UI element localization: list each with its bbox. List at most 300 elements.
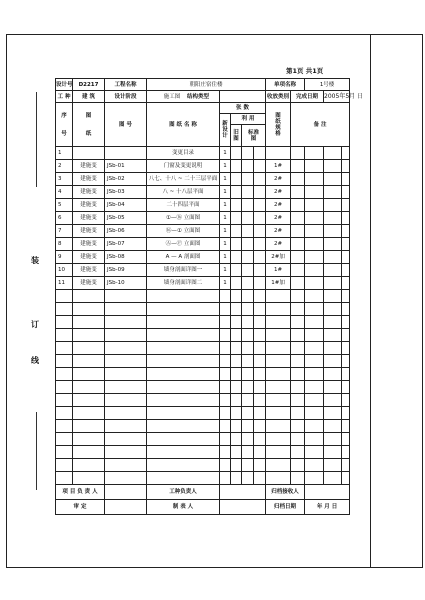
row-seq: 9 bbox=[56, 251, 73, 264]
page-info: 第1页 共1页 bbox=[286, 67, 324, 75]
row-drawing-name bbox=[147, 394, 220, 407]
row-seq bbox=[56, 433, 73, 446]
row-type: 建施变 bbox=[73, 251, 105, 264]
row-size bbox=[266, 329, 291, 342]
row-remark-2 bbox=[305, 147, 324, 160]
row-remark-4 bbox=[342, 420, 350, 433]
row-seq bbox=[56, 316, 73, 329]
row-std-count bbox=[242, 433, 254, 446]
row-seq: 6 bbox=[56, 212, 73, 225]
row-new-count bbox=[220, 407, 231, 420]
row-old-count bbox=[231, 316, 242, 329]
row-std-count-2 bbox=[254, 368, 266, 381]
row-drawing-no bbox=[105, 472, 147, 485]
row-std-count bbox=[242, 251, 254, 264]
row-std-count bbox=[242, 329, 254, 342]
row-std-count bbox=[242, 368, 254, 381]
row-drawing-name bbox=[147, 472, 220, 485]
row-size bbox=[266, 459, 291, 472]
row-remark-3 bbox=[324, 407, 342, 420]
row-remark-4 bbox=[342, 355, 350, 368]
row-remark bbox=[291, 160, 305, 173]
row-std-count-2 bbox=[254, 420, 266, 433]
row-std-count bbox=[242, 472, 254, 485]
row-type: 建施变 bbox=[73, 277, 105, 290]
row-old-count bbox=[231, 264, 242, 277]
row-std-count bbox=[242, 446, 254, 459]
table-row bbox=[56, 160, 350, 173]
row-drawing-name: Ⓐ—Ⓕ 立面图 bbox=[147, 238, 220, 251]
row-size bbox=[266, 394, 291, 407]
row-std-count bbox=[242, 212, 254, 225]
review-value bbox=[105, 500, 147, 515]
row-remark bbox=[291, 264, 305, 277]
row-remark-4 bbox=[342, 264, 350, 277]
row-remark bbox=[291, 277, 305, 290]
row-std-count-2 bbox=[254, 433, 266, 446]
row-drawing-no: JSb-08 bbox=[105, 251, 147, 264]
row-remark bbox=[291, 225, 305, 238]
row-std-count bbox=[242, 316, 254, 329]
binding-char-zhuang: 装 bbox=[31, 256, 39, 265]
row-drawing-name: ①—⑯ 立面图 bbox=[147, 212, 220, 225]
row-size: 1# bbox=[266, 264, 291, 277]
row-drawing-no: JSb-01 bbox=[105, 160, 147, 173]
row-std-count-2 bbox=[254, 342, 266, 355]
discipline-lead-value bbox=[220, 485, 266, 500]
col-size: 图 纸 规 格 bbox=[266, 103, 291, 147]
row-size: 1# bbox=[266, 160, 291, 173]
drawing-catalog-table bbox=[55, 78, 364, 515]
row-seq bbox=[56, 342, 73, 355]
row-remark bbox=[291, 342, 305, 355]
row-old-count bbox=[231, 251, 242, 264]
row-drawing-no bbox=[105, 420, 147, 433]
row-remark-2 bbox=[305, 342, 324, 355]
col-old-drawing: 旧 图 bbox=[231, 125, 242, 147]
row-remark bbox=[291, 355, 305, 368]
row-remark bbox=[291, 316, 305, 329]
table-row bbox=[56, 251, 350, 264]
row-seq bbox=[56, 290, 73, 303]
row-drawing-no bbox=[105, 303, 147, 316]
archive-receiver-label: 归档接收人 bbox=[266, 485, 305, 500]
col-standard-drawing: 标准 图 bbox=[242, 125, 266, 147]
row-std-count-2 bbox=[254, 472, 266, 485]
row-remark-4 bbox=[342, 472, 350, 485]
row-old-count bbox=[231, 355, 242, 368]
row-drawing-no: JSb-10 bbox=[105, 277, 147, 290]
row-old-count bbox=[231, 342, 242, 355]
row-drawing-name: 墙身剖面详图二 bbox=[147, 277, 220, 290]
table-row bbox=[56, 277, 350, 290]
row-seq: 4 bbox=[56, 186, 73, 199]
row-remark bbox=[291, 251, 305, 264]
row-old-count bbox=[231, 381, 242, 394]
row-remark-2 bbox=[305, 225, 324, 238]
empty-table-row bbox=[56, 316, 350, 329]
row-remark-4 bbox=[342, 459, 350, 472]
row-drawing-name bbox=[147, 420, 220, 433]
row-remark-4 bbox=[342, 238, 350, 251]
row-std-count-2 bbox=[254, 407, 266, 420]
header-row-1 bbox=[56, 79, 350, 91]
row-std-count bbox=[242, 420, 254, 433]
row-new-count: 1 bbox=[220, 199, 231, 212]
row-new-count bbox=[220, 316, 231, 329]
row-remark-3 bbox=[324, 459, 342, 472]
row-seq: 10 bbox=[56, 264, 73, 277]
row-remark-3 bbox=[324, 355, 342, 368]
row-drawing-no: JSb-05 bbox=[105, 212, 147, 225]
row-remark-3 bbox=[324, 264, 342, 277]
tabulator-label: 制 表 人 bbox=[147, 500, 220, 515]
row-std-count bbox=[242, 407, 254, 420]
row-new-count: 1 bbox=[220, 160, 231, 173]
empty-table-row bbox=[56, 459, 350, 472]
row-std-count bbox=[242, 459, 254, 472]
row-type: 建施变 bbox=[73, 238, 105, 251]
row-new-count: 1 bbox=[220, 186, 231, 199]
row-old-count bbox=[231, 290, 242, 303]
row-remark bbox=[291, 147, 305, 160]
row-remark-4 bbox=[342, 342, 350, 355]
row-size: 2# bbox=[266, 173, 291, 186]
row-drawing-no: JSb-02 bbox=[105, 173, 147, 186]
row-drawing-name bbox=[147, 459, 220, 472]
row-std-count-2 bbox=[254, 160, 266, 173]
row-size bbox=[266, 381, 291, 394]
row-std-count-2 bbox=[254, 225, 266, 238]
row-drawing-name bbox=[147, 290, 220, 303]
row-remark-3 bbox=[324, 472, 342, 485]
row-remark-3 bbox=[324, 251, 342, 264]
row-size: 1#加 bbox=[266, 277, 291, 290]
row-remark-2 bbox=[305, 329, 324, 342]
row-std-count bbox=[242, 394, 254, 407]
empty-table-row bbox=[56, 329, 350, 342]
row-remark bbox=[291, 381, 305, 394]
empty-table-row bbox=[56, 368, 350, 381]
table-row bbox=[56, 186, 350, 199]
row-remark-4 bbox=[342, 303, 350, 316]
row-seq: 8 bbox=[56, 238, 73, 251]
row-old-count bbox=[231, 277, 242, 290]
design-no: D2217 bbox=[73, 79, 105, 91]
row-remark-2 bbox=[305, 368, 324, 381]
row-remark-4 bbox=[342, 251, 350, 264]
row-remark-3 bbox=[324, 199, 342, 212]
row-std-count bbox=[242, 225, 254, 238]
table-row bbox=[56, 212, 350, 225]
row-size: 2# bbox=[266, 238, 291, 251]
row-drawing-no bbox=[105, 329, 147, 342]
row-size bbox=[266, 342, 291, 355]
empty-table-row bbox=[56, 303, 350, 316]
row-drawing-no: JSb-07 bbox=[105, 238, 147, 251]
row-remark bbox=[291, 290, 305, 303]
row-std-count-2 bbox=[254, 316, 266, 329]
row-old-count bbox=[231, 446, 242, 459]
row-seq bbox=[56, 355, 73, 368]
row-remark-2 bbox=[305, 446, 324, 459]
row-drawing-no bbox=[105, 446, 147, 459]
discipline: 建 筑 bbox=[73, 91, 105, 103]
row-remark-2 bbox=[305, 251, 324, 264]
row-drawing-no bbox=[105, 342, 147, 355]
row-std-count bbox=[242, 277, 254, 290]
row-drawing-no bbox=[105, 459, 147, 472]
row-std-count-2 bbox=[254, 173, 266, 186]
row-remark-2 bbox=[305, 199, 324, 212]
row-drawing-name bbox=[147, 303, 220, 316]
row-remark bbox=[291, 459, 305, 472]
row-remark bbox=[291, 238, 305, 251]
binding-char-xian: 线 bbox=[31, 356, 39, 365]
row-std-count-2 bbox=[254, 381, 266, 394]
col-remark: 备 注 bbox=[291, 103, 350, 147]
row-type: 建施变 bbox=[73, 225, 105, 238]
row-remark-4 bbox=[342, 446, 350, 459]
row-remark-3 bbox=[324, 368, 342, 381]
row-size bbox=[266, 407, 291, 420]
row-type bbox=[73, 433, 105, 446]
row-remark-2 bbox=[305, 394, 324, 407]
row-drawing-no bbox=[105, 290, 147, 303]
row-std-count bbox=[242, 160, 254, 173]
row-seq bbox=[56, 303, 73, 316]
row-seq: 5 bbox=[56, 199, 73, 212]
structure-value bbox=[220, 91, 266, 103]
row-remark-2 bbox=[305, 472, 324, 485]
row-seq bbox=[56, 420, 73, 433]
row-remark-3 bbox=[324, 277, 342, 290]
row-size: 2# bbox=[266, 186, 291, 199]
row-seq bbox=[56, 472, 73, 485]
row-drawing-no bbox=[105, 368, 147, 381]
row-remark-4 bbox=[342, 394, 350, 407]
row-old-count bbox=[231, 238, 242, 251]
row-new-count: 1 bbox=[220, 238, 231, 251]
row-remark-3 bbox=[324, 394, 342, 407]
row-std-count-2 bbox=[254, 394, 266, 407]
row-remark bbox=[291, 212, 305, 225]
row-size bbox=[266, 433, 291, 446]
row-type bbox=[73, 342, 105, 355]
empty-table-row bbox=[56, 355, 350, 368]
row-seq bbox=[56, 368, 73, 381]
row-old-count bbox=[231, 173, 242, 186]
row-drawing-no bbox=[105, 147, 147, 160]
row-type bbox=[73, 420, 105, 433]
row-drawing-no bbox=[105, 407, 147, 420]
table-row bbox=[56, 173, 350, 186]
row-new-count bbox=[220, 472, 231, 485]
empty-table-row bbox=[56, 342, 350, 355]
table-row bbox=[56, 147, 350, 160]
row-remark-3 bbox=[324, 433, 342, 446]
row-size: 2# bbox=[266, 199, 291, 212]
row-seq: 2 bbox=[56, 160, 73, 173]
row-drawing-no bbox=[105, 381, 147, 394]
row-remark-2 bbox=[305, 212, 324, 225]
row-new-count bbox=[220, 303, 231, 316]
row-remark-4 bbox=[342, 316, 350, 329]
row-remark-4 bbox=[342, 173, 350, 186]
row-remark-2 bbox=[305, 407, 324, 420]
row-remark bbox=[291, 303, 305, 316]
row-seq: 7 bbox=[56, 225, 73, 238]
row-std-count bbox=[242, 186, 254, 199]
binding-line-top bbox=[36, 92, 37, 187]
row-remark-3 bbox=[324, 212, 342, 225]
footer-row-1 bbox=[56, 485, 350, 500]
col-new-design: 新 设 计 bbox=[220, 114, 231, 147]
row-new-count bbox=[220, 433, 231, 446]
row-std-count-2 bbox=[254, 212, 266, 225]
row-remark-4 bbox=[342, 433, 350, 446]
row-drawing-name bbox=[147, 329, 220, 342]
row-type bbox=[73, 394, 105, 407]
row-remark-3 bbox=[324, 225, 342, 238]
row-seq bbox=[56, 381, 73, 394]
row-remark-3 bbox=[324, 238, 342, 251]
row-type: 建施变 bbox=[73, 186, 105, 199]
structure-label: 结构类型 bbox=[186, 93, 209, 100]
row-remark bbox=[291, 407, 305, 420]
footer-row-2 bbox=[56, 500, 350, 515]
row-remark-3 bbox=[324, 147, 342, 160]
catalog-rows bbox=[56, 147, 350, 485]
row-remark-3 bbox=[324, 290, 342, 303]
row-new-count: 1 bbox=[220, 277, 231, 290]
row-std-count-2 bbox=[254, 303, 266, 316]
row-remark-4 bbox=[342, 186, 350, 199]
row-remark-2 bbox=[305, 381, 324, 394]
row-old-count bbox=[231, 394, 242, 407]
row-size bbox=[266, 316, 291, 329]
row-type bbox=[73, 407, 105, 420]
row-drawing-no: JSb-04 bbox=[105, 199, 147, 212]
row-old-count bbox=[231, 329, 242, 342]
completion-date: 2005年5月 日 bbox=[324, 91, 350, 103]
row-drawing-name: ⑯—① 立面图 bbox=[147, 225, 220, 238]
row-drawing-name: 二十四层平面 bbox=[147, 199, 220, 212]
row-remark-3 bbox=[324, 173, 342, 186]
unit-label: 单项名称 bbox=[266, 79, 305, 91]
row-remark-3 bbox=[324, 446, 342, 459]
row-remark-2 bbox=[305, 186, 324, 199]
row-drawing-name bbox=[147, 381, 220, 394]
class-label: 收放类别 bbox=[266, 91, 291, 103]
row-old-count bbox=[231, 459, 242, 472]
row-drawing-name bbox=[147, 446, 220, 459]
right-margin-strip bbox=[369, 34, 423, 568]
row-remark-2 bbox=[305, 459, 324, 472]
row-std-count-2 bbox=[254, 355, 266, 368]
row-type bbox=[73, 355, 105, 368]
row-std-count-2 bbox=[254, 264, 266, 277]
col-seq: 序 号 bbox=[56, 103, 73, 147]
unit-name: 1号楼 bbox=[305, 79, 350, 91]
row-drawing-name: A — A 剖面图 bbox=[147, 251, 220, 264]
row-old-count bbox=[231, 147, 242, 160]
row-std-count bbox=[242, 290, 254, 303]
row-type bbox=[73, 459, 105, 472]
binding-line-bottom bbox=[36, 412, 37, 490]
row-std-count-2 bbox=[254, 199, 266, 212]
row-remark bbox=[291, 329, 305, 342]
row-drawing-name bbox=[147, 316, 220, 329]
row-new-count: 1 bbox=[220, 225, 231, 238]
row-std-count-2 bbox=[254, 147, 266, 160]
row-remark-2 bbox=[305, 433, 324, 446]
row-drawing-name bbox=[147, 407, 220, 420]
row-size bbox=[266, 290, 291, 303]
row-size bbox=[266, 420, 291, 433]
binding-char-ding: 订 bbox=[31, 320, 39, 329]
row-size bbox=[266, 446, 291, 459]
row-std-count-2 bbox=[254, 459, 266, 472]
row-type: 建施变 bbox=[73, 199, 105, 212]
col-drawing-name: 图 纸 名 称 bbox=[147, 103, 220, 147]
row-old-count bbox=[231, 420, 242, 433]
row-type: 建施变 bbox=[73, 160, 105, 173]
row-remark bbox=[291, 420, 305, 433]
row-type bbox=[73, 303, 105, 316]
row-remark-2 bbox=[305, 173, 324, 186]
row-new-count bbox=[220, 394, 231, 407]
row-new-count bbox=[220, 381, 231, 394]
row-remark bbox=[291, 472, 305, 485]
row-old-count bbox=[231, 407, 242, 420]
header-row-2 bbox=[56, 91, 350, 103]
row-std-count-2 bbox=[254, 277, 266, 290]
col-drawing-no: 图 号 bbox=[105, 103, 147, 147]
row-remark bbox=[291, 368, 305, 381]
row-std-count-2 bbox=[254, 329, 266, 342]
row-remark-4 bbox=[342, 407, 350, 420]
row-remark-3 bbox=[324, 381, 342, 394]
row-remark-3 bbox=[324, 342, 342, 355]
row-size: 2# bbox=[266, 212, 291, 225]
row-new-count bbox=[220, 368, 231, 381]
row-seq bbox=[56, 446, 73, 459]
row-remark-3 bbox=[324, 316, 342, 329]
row-remark-4 bbox=[342, 381, 350, 394]
row-remark-4 bbox=[342, 225, 350, 238]
row-old-count bbox=[231, 199, 242, 212]
row-drawing-no: JSb-06 bbox=[105, 225, 147, 238]
row-old-count bbox=[231, 472, 242, 485]
row-drawing-no bbox=[105, 355, 147, 368]
row-drawing-name bbox=[147, 433, 220, 446]
row-drawing-name bbox=[147, 368, 220, 381]
row-remark bbox=[291, 394, 305, 407]
row-std-count bbox=[242, 355, 254, 368]
row-type bbox=[73, 381, 105, 394]
row-remark-2 bbox=[305, 316, 324, 329]
row-seq bbox=[56, 329, 73, 342]
empty-table-row bbox=[56, 420, 350, 433]
discipline-lead-label: 工种负责人 bbox=[147, 485, 220, 500]
row-size bbox=[266, 147, 291, 160]
row-remark-3 bbox=[324, 329, 342, 342]
row-std-count bbox=[242, 342, 254, 355]
row-remark-4 bbox=[342, 199, 350, 212]
row-remark-3 bbox=[324, 186, 342, 199]
row-remark-4 bbox=[342, 160, 350, 173]
